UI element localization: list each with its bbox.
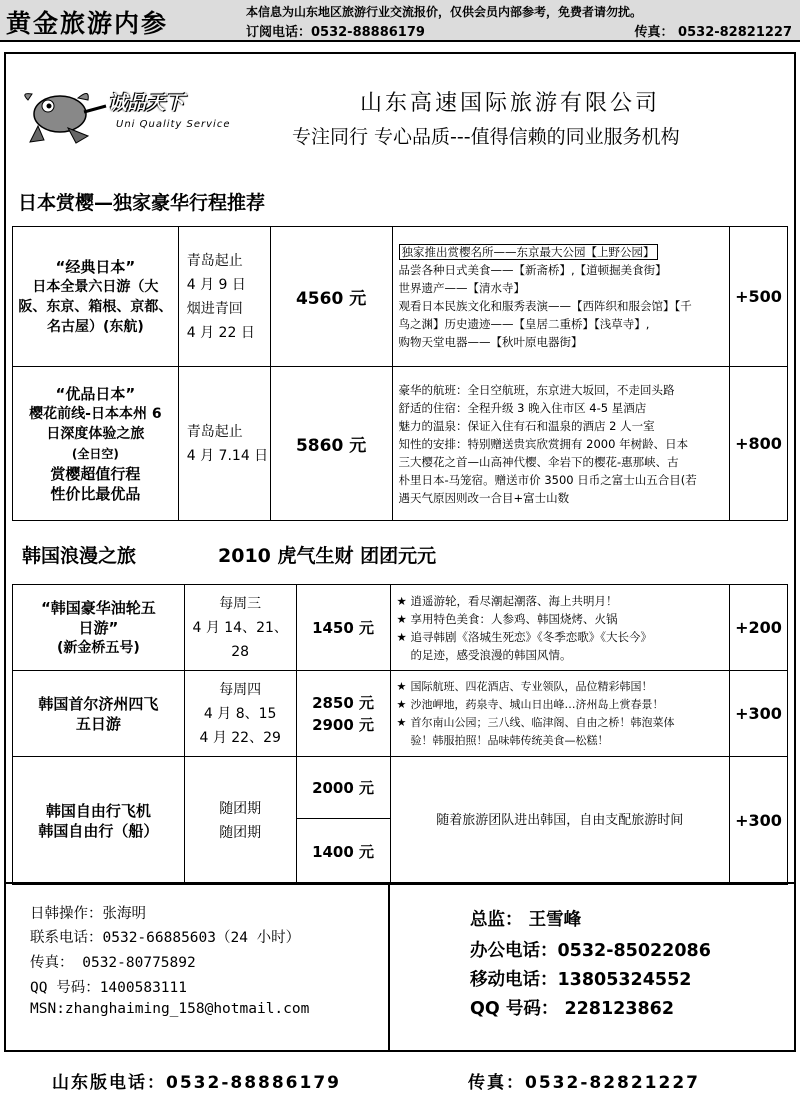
departure-dates: 青岛起止 4 月 7.14 日 bbox=[178, 367, 270, 521]
mascot-icon bbox=[18, 86, 110, 146]
star-bullet-icon: ★ bbox=[396, 715, 407, 729]
table-row bbox=[13, 227, 788, 367]
itinerary-highlights: 豪华的航班：全日空航班，东京进大坂回，不走回头路 舒适的住宿：全程升级 3 晚入住市区 4-5 星酒店 魅力的温泉：保证入住有石和温泉的酒店 2 人一室 知性的安排：特别赠送贵宾欣赏拥有 2000 年树龄、日本 三大樱花之首—山高神代樱、伞岩下的樱花-惠那峡、古 朴里日本-马笼宿。赠送市价 3500 日币之富士山五合目(若 遇天气原因则改一合目+富士山数 bbox=[392, 367, 729, 521]
table-row bbox=[13, 367, 788, 521]
korea-section-title: 韩国浪漫之旅 bbox=[22, 545, 137, 567]
japan-section-title: 日本赏樱—独家豪华行程推荐 bbox=[18, 192, 266, 214]
departure-dates: 每周三 4 月 14、21、 28 bbox=[184, 585, 296, 671]
star-bullet-icon: ★ bbox=[396, 679, 407, 693]
departure-dates: 随团期 随团期 bbox=[184, 757, 296, 885]
publication-title: 黄金旅游内参 bbox=[6, 9, 169, 38]
subscribe-phone: 订阅电话：0532-88886179 bbox=[246, 25, 425, 40]
korea-section-slogan: 2010 虎气生财 团团元元 bbox=[218, 545, 437, 567]
director-name: 总监： 王雪峰 bbox=[470, 910, 582, 930]
footer-phone: 山东版电话：0532-88886179 bbox=[52, 1073, 341, 1093]
single-supplement: +200 bbox=[729, 585, 787, 671]
table-row bbox=[13, 671, 788, 757]
director-office-phone: 办公电话：0532-85022086 bbox=[470, 941, 711, 961]
itinerary-highlights: ★ 逍遥游轮，看尽潮起潮落、海上共明月！ ★ 享用特色美食：人参鸡、韩国烧烤、火锅 ★ 追寻韩剧《洛城生死恋》《冬季恋歌》《大长今》 的足迹，感受浪漫的韩国风情。 bbox=[390, 585, 729, 671]
price: 1400 元 bbox=[296, 819, 390, 885]
operator-qq: QQ 号码：1400583111 bbox=[30, 980, 187, 996]
price: 5860 元 bbox=[270, 367, 392, 521]
product-name: 韩国自由行飞机 韩国自由行（船） bbox=[13, 757, 185, 885]
price: 2850 元 2900 元 bbox=[296, 671, 390, 757]
company-name: 山东高速国际旅游有限公司 bbox=[360, 91, 661, 116]
product-name: 韩国首尔济州四飞 五日游 bbox=[13, 671, 185, 757]
operator-msn: MSN:zhanghaiming_158@hotmail.com bbox=[30, 1001, 310, 1017]
product-name: “韩国豪华油轮五 日游” (新金桥五号) bbox=[13, 585, 185, 671]
itinerary-highlights: ★ 国际航班、四花酒店、专业领队，品位精彩韩国！ ★ 沙池岬地，药泉寺、城山日出峰…济州岛上赏春景！ ★ 首尔南山公园；三八线、临津阁、自由之桥！韩泡菜体 验！韩服拍照！品味韩传统美食—松糕！ bbox=[390, 671, 729, 757]
director-qq: QQ 号码： 228123862 bbox=[470, 999, 675, 1019]
logo-subtext: Uni Quality Service bbox=[116, 119, 231, 130]
header-contact-line bbox=[246, 21, 796, 40]
star-bullet-icon: ★ bbox=[396, 593, 407, 608]
korea-table bbox=[12, 584, 788, 885]
director-mobile: 移动电话：13805324552 bbox=[470, 970, 692, 990]
header-band bbox=[0, 0, 800, 42]
single-supplement: +800 bbox=[729, 367, 787, 521]
departure-dates: 每周四 4 月 8、15 4 月 22、29 bbox=[184, 671, 296, 757]
table-row bbox=[13, 757, 788, 819]
itinerary-highlights: 独家推出赏樱名所——东京最大公园【上野公园】 品尝各种日式美食——【新斋桥】,【道顿掘美食街】 世界遗产——【清水寺】 观看日本民族文化和服秀表演——【西阵织和服会馆】【千 鸟之渊】历史遗迹——【皇居二重桥】【浅草寺】, 购物天堂电器——【秋叶原电器街】 bbox=[392, 227, 729, 367]
departure-dates: 青岛起止 4 月 9 日 烟进青回 4 月 22 日 bbox=[178, 227, 270, 367]
japan-table bbox=[12, 226, 788, 521]
star-bullet-icon: ★ bbox=[396, 697, 407, 711]
company-slogan: 专注同行 专心品质---值得信赖的同业服务机构 bbox=[292, 126, 680, 148]
company-logo bbox=[18, 86, 248, 146]
contact-divider bbox=[388, 884, 390, 1052]
itinerary-highlights: 随着旅游团队进出韩国，自由支配旅游时间 bbox=[390, 757, 729, 885]
star-bullet-icon: ★ bbox=[396, 611, 407, 626]
operator-fax: 传真： 0532-80775892 bbox=[30, 955, 196, 971]
star-bullet-icon: ★ bbox=[396, 629, 407, 644]
product-name: “经典日本” 日本全景六日游（大 阪、东京、箱根、京都、 名古屋）(东航) bbox=[13, 227, 179, 367]
single-supplement: +300 bbox=[729, 757, 787, 885]
table-row bbox=[13, 585, 788, 671]
product-name: “优品日本” 樱花前线-日本本州 6 日深度体验之旅 (全日空) 赏樱超值行程 性价比最优品 bbox=[13, 367, 179, 521]
logo-text: 诚品天下 bbox=[108, 92, 185, 114]
single-supplement: +300 bbox=[729, 671, 787, 757]
price: 1450 元 bbox=[296, 585, 390, 671]
price: 4560 元 bbox=[270, 227, 392, 367]
footer-fax: 传真：0532-82821227 bbox=[468, 1073, 700, 1093]
operator-name: 日韩操作：张海明 bbox=[30, 906, 146, 922]
header-notice: 本信息为山东地区旅游行业交流报价，仅供会员内部参考，免费者请勿扰。 bbox=[246, 5, 643, 19]
operator-phone: 联系电话：0532-66885603（24 小时） bbox=[30, 930, 301, 946]
header-fax: 传真： 0532-82821227 bbox=[634, 25, 792, 40]
single-supplement: +500 bbox=[729, 227, 787, 367]
price: 2000 元 bbox=[296, 757, 390, 819]
